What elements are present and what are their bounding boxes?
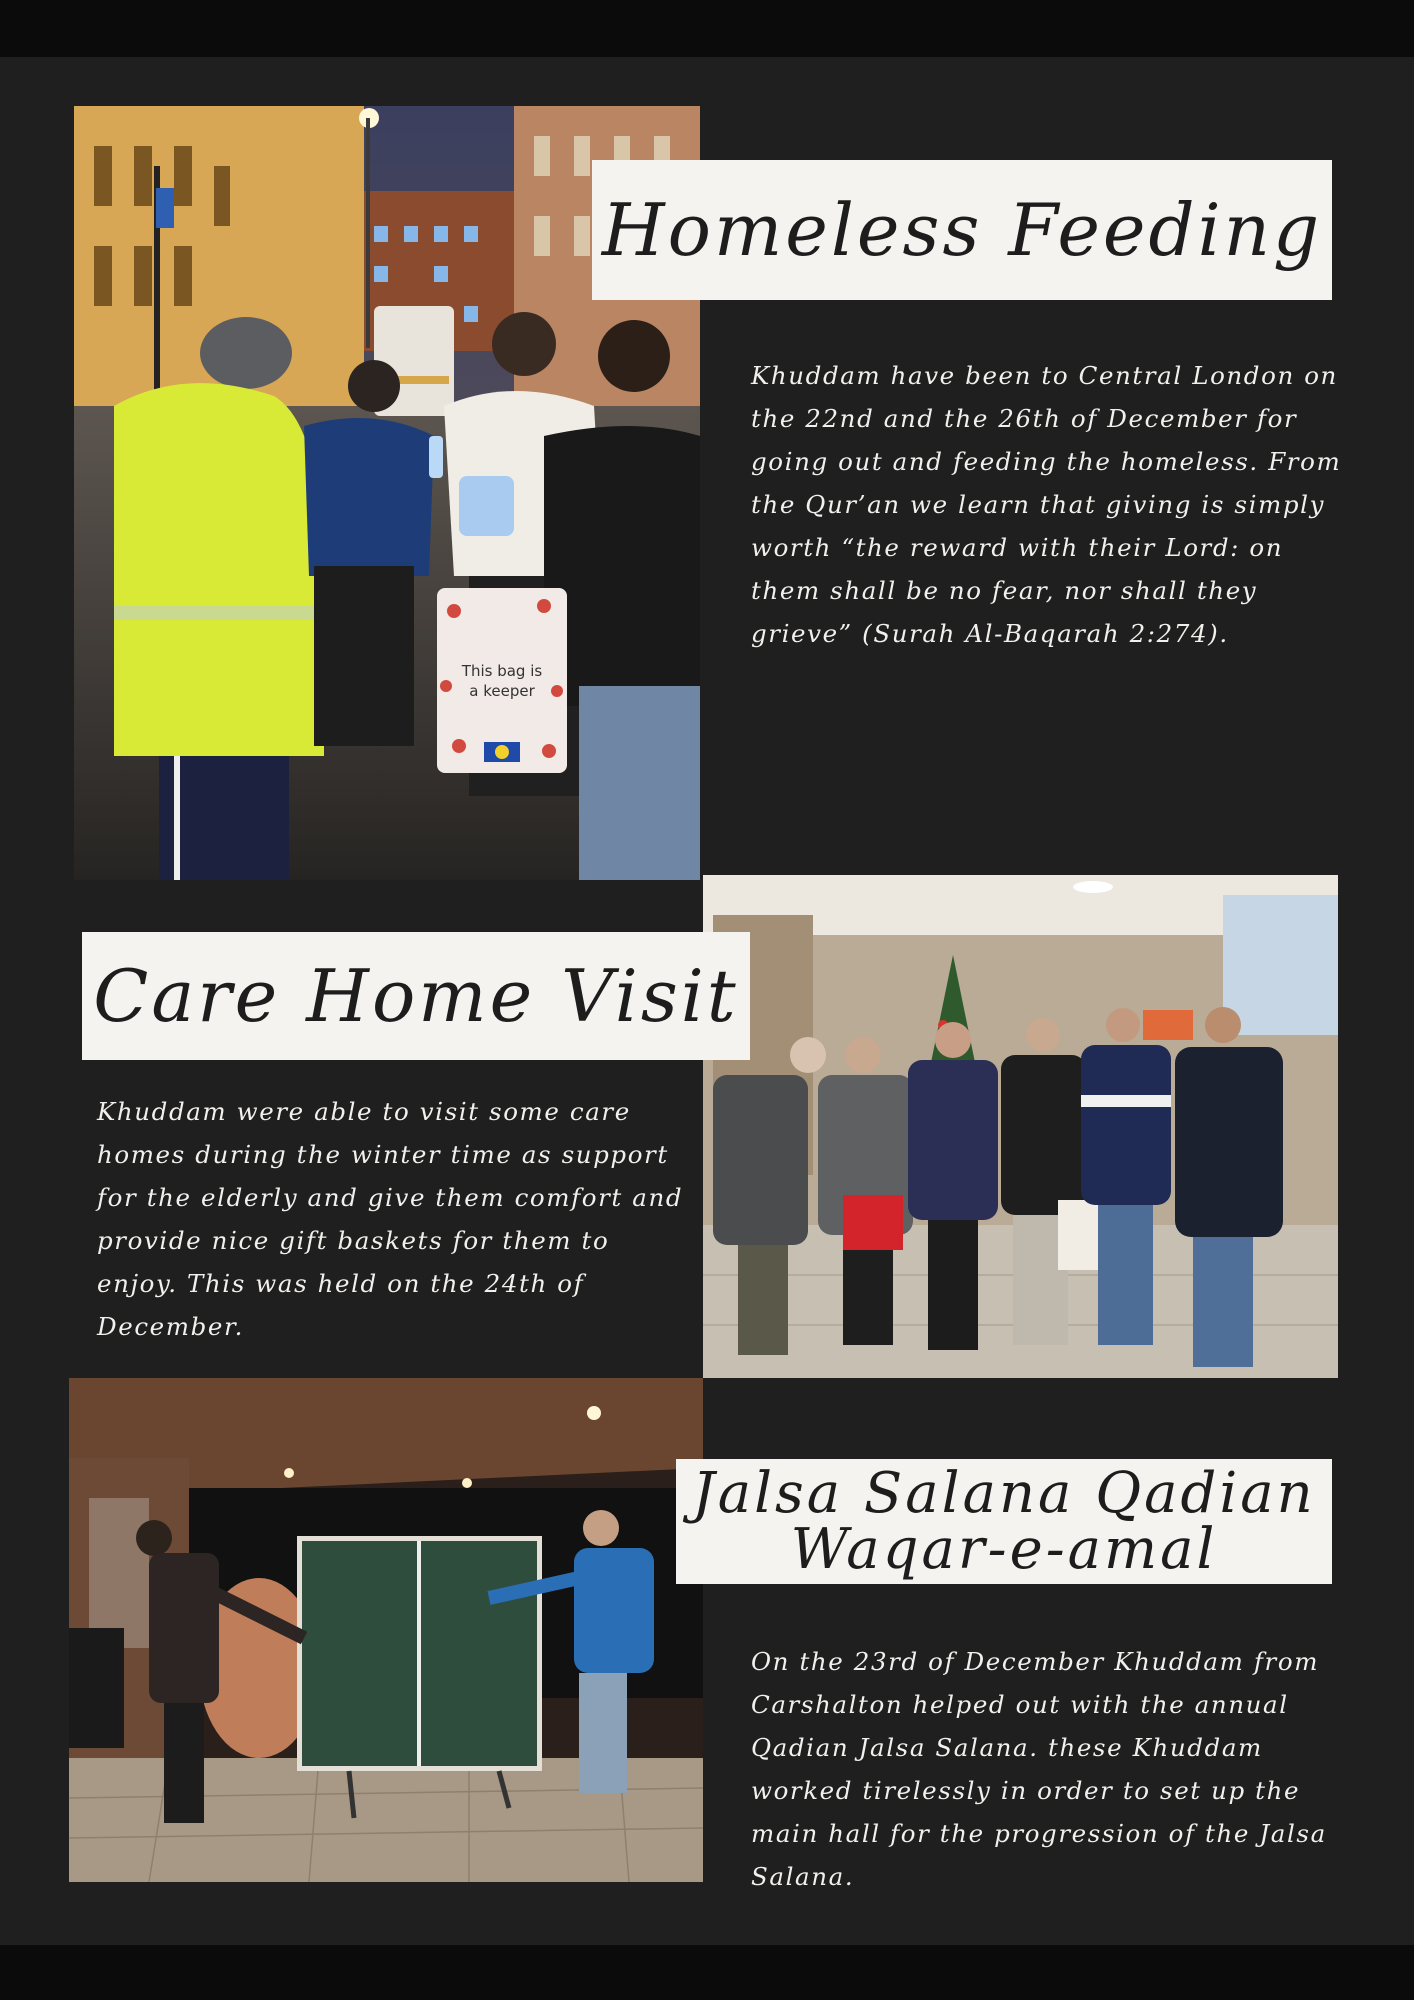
homeless-feeding-title-box (592, 160, 1332, 300)
homeless-feeding-text: Khuddam have been to Central London on the 22nd and the 26th of December for going out and feeding the homeless. From the Qur’an we learn that giving is simply worth “the reward with their Lord: on them shall be no fear, nor shall they grieve” (Surah Al-Baqarah 2:274). (751, 361, 1342, 648)
homeless-feeding-title: Homeless Feeding (601, 188, 1323, 272)
hall-setup-photo (69, 1378, 703, 1882)
care-home-visit-title: Care Home Visit (93, 954, 739, 1038)
bag-text-line2: a keeper (469, 682, 535, 700)
jalsa-salana-title-line2: Waqar-e-amal (790, 1516, 1218, 1582)
care-home-group-photo (703, 875, 1338, 1378)
newsletter-page (0, 57, 1414, 1945)
jalsa-salana-title-line1: Jalsa Salana Qadian (692, 1460, 1316, 1526)
bag-text-line1: This bag is (461, 662, 543, 680)
care-home-visit-title-box (82, 932, 750, 1060)
jalsa-salana-title-box (676, 1459, 1332, 1584)
care-home-visit-text: Khuddam were able to visit some care homes during the winter time as support for the elderly and give them comfort and provide nice gift baskets for them to enjoy. This was held on the 24th of December. (97, 1097, 684, 1341)
jalsa-salana-text: On the 23rd of December Khuddam from Carshalton helped out with the annual Qadian Jalsa Salana. these Khuddam worked tirelessly in order to set up the main hall for the progression of the Jalsa Salana. (751, 1647, 1327, 1891)
